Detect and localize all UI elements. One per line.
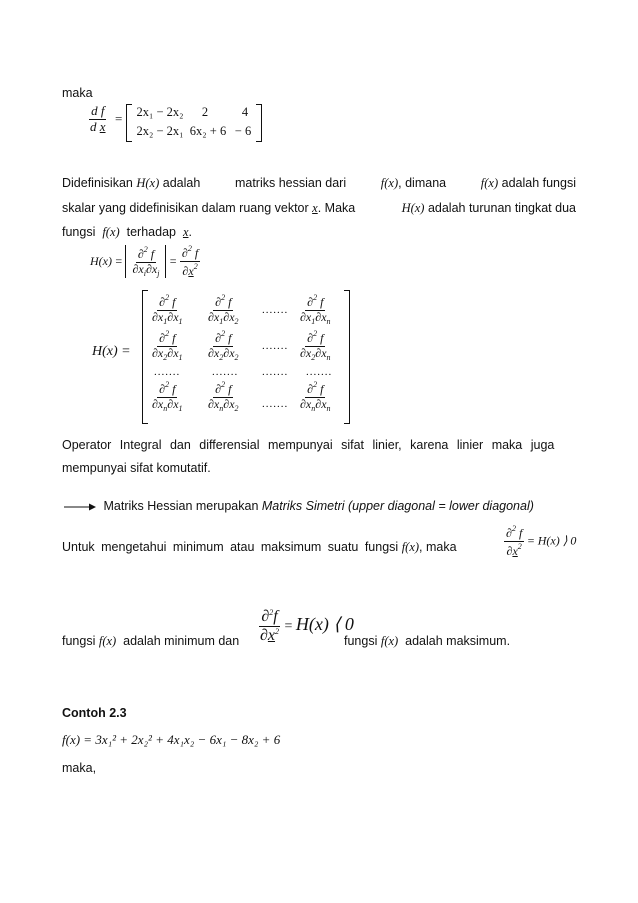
gradient-cell: 2x₂ − 2x₁: [136, 124, 184, 138]
gradient-cell: 2: [201, 105, 209, 119]
gradient-cell: 4: [241, 105, 249, 119]
hessian-dots: .......: [262, 398, 289, 410]
minimum-condition-text: Untuk mengetahui minimum atau maksimum suatu fungsi f(x), maka: [62, 540, 457, 554]
hessian-dots: .......: [262, 366, 289, 378]
hessian-cell: $\frac{\partial^2 f}{\partial x_1\partial x_n}$: [300, 293, 331, 326]
gradient-cell: 2x₁ − 2x₂: [136, 105, 184, 119]
hessian-definition: H(x) = $\frac{\partial^2 f}{\partial x_i\partial x_j}$ = $\frac{\partial^2 f}{\partial x^2}$: [90, 244, 199, 278]
arrow-note: Matriks Hessian merupakan Matriks Simetri (upper diagonal = lower diagonal): [64, 499, 534, 513]
hessian-bracket-left: [142, 290, 148, 424]
df-dx-fraction: $\frac{\text{d f}}{\text{d x}}$: [90, 103, 106, 134]
maximum-condition-tail: fungsi f(x) adalah maksimum.: [344, 634, 511, 648]
hessian-cell: $\frac{\partial^2 f}{\partial x_2\partial x_1}$: [152, 329, 183, 362]
paragraph-line-2: skalar yang didefinisikan dalam ruang vektor x. Maka H(x) adalah turunan tingkat dua: [62, 201, 576, 215]
hessian-dots: .......: [262, 304, 289, 316]
maximum-condition-formula: $\frac{\partial^2f}{\partial x^2}$ = H(x) ⟨ 0: [260, 608, 354, 645]
hessian-cell: $\frac{\partial^2 f}{\partial x_n\partial x_2}$: [208, 380, 239, 413]
hessian-cell: $\frac{\partial^2 f}{\partial x_2\partial x_n}$: [300, 329, 331, 362]
minimum-condition-formula: $\frac{\partial^2 f}{\partial x^2}$ = H(x) ⟩ 0: [506, 524, 577, 558]
hessian-dots: .......: [212, 366, 239, 378]
hessian-cell: $\frac{\partial^2 f}{\partial x_2\partial x_2}$: [208, 329, 239, 362]
gradient-cell: 6x₂ + 6: [189, 124, 227, 138]
text-maka-comma: maka,: [62, 761, 97, 775]
text-maka: maka: [62, 86, 93, 100]
hessian-cell: $\frac{\partial^2 f}{\partial x_n\partial x_n}$: [300, 380, 331, 413]
maximum-condition-text: fungsi f(x) adalah minimum dan: [62, 634, 240, 648]
hessian-bracket-right: [344, 290, 350, 424]
hessian-cell: $\frac{\partial^2 f}{\partial x_1\partial x_1}$: [152, 293, 183, 326]
hessian-dots: .......: [306, 366, 333, 378]
example-function: f(x) = 3x₁² + 2x₂² + 4x₁x₂ − 6x₁ − 8x₂ + 6: [62, 732, 281, 747]
gradient-cell: − 6: [234, 124, 252, 138]
paragraph-line-3: fungsi f(x) terhadap x.: [62, 225, 192, 239]
hessian-cell: $\frac{\partial^2 f}{\partial x_n\partial x_1}$: [152, 380, 183, 413]
arrow-right-icon: [64, 502, 96, 512]
operator-line-1: Operator Integral dan differensial mempunyai sifat linier, karena linier maka juga: [62, 438, 555, 452]
hessian-dots: .......: [154, 366, 181, 378]
gradient-equation: $\frac{\text{d f}}{\text{d x}}$ =: [90, 103, 123, 134]
hessian-dots: .......: [262, 340, 289, 352]
paragraph-line-1: Didefinisikan H(x) adalah matriks hessian dari f(x), dimana f(x) adalah fungsi: [62, 176, 576, 190]
operator-line-2: mempunyai sifat komutatif.: [62, 461, 211, 475]
hessian-label: H(x) =: [92, 344, 131, 359]
example-heading: Contoh 2.3: [62, 706, 127, 720]
hessian-cell: $\frac{\partial^2 f}{\partial x_1\partial x_2}$: [208, 293, 239, 326]
